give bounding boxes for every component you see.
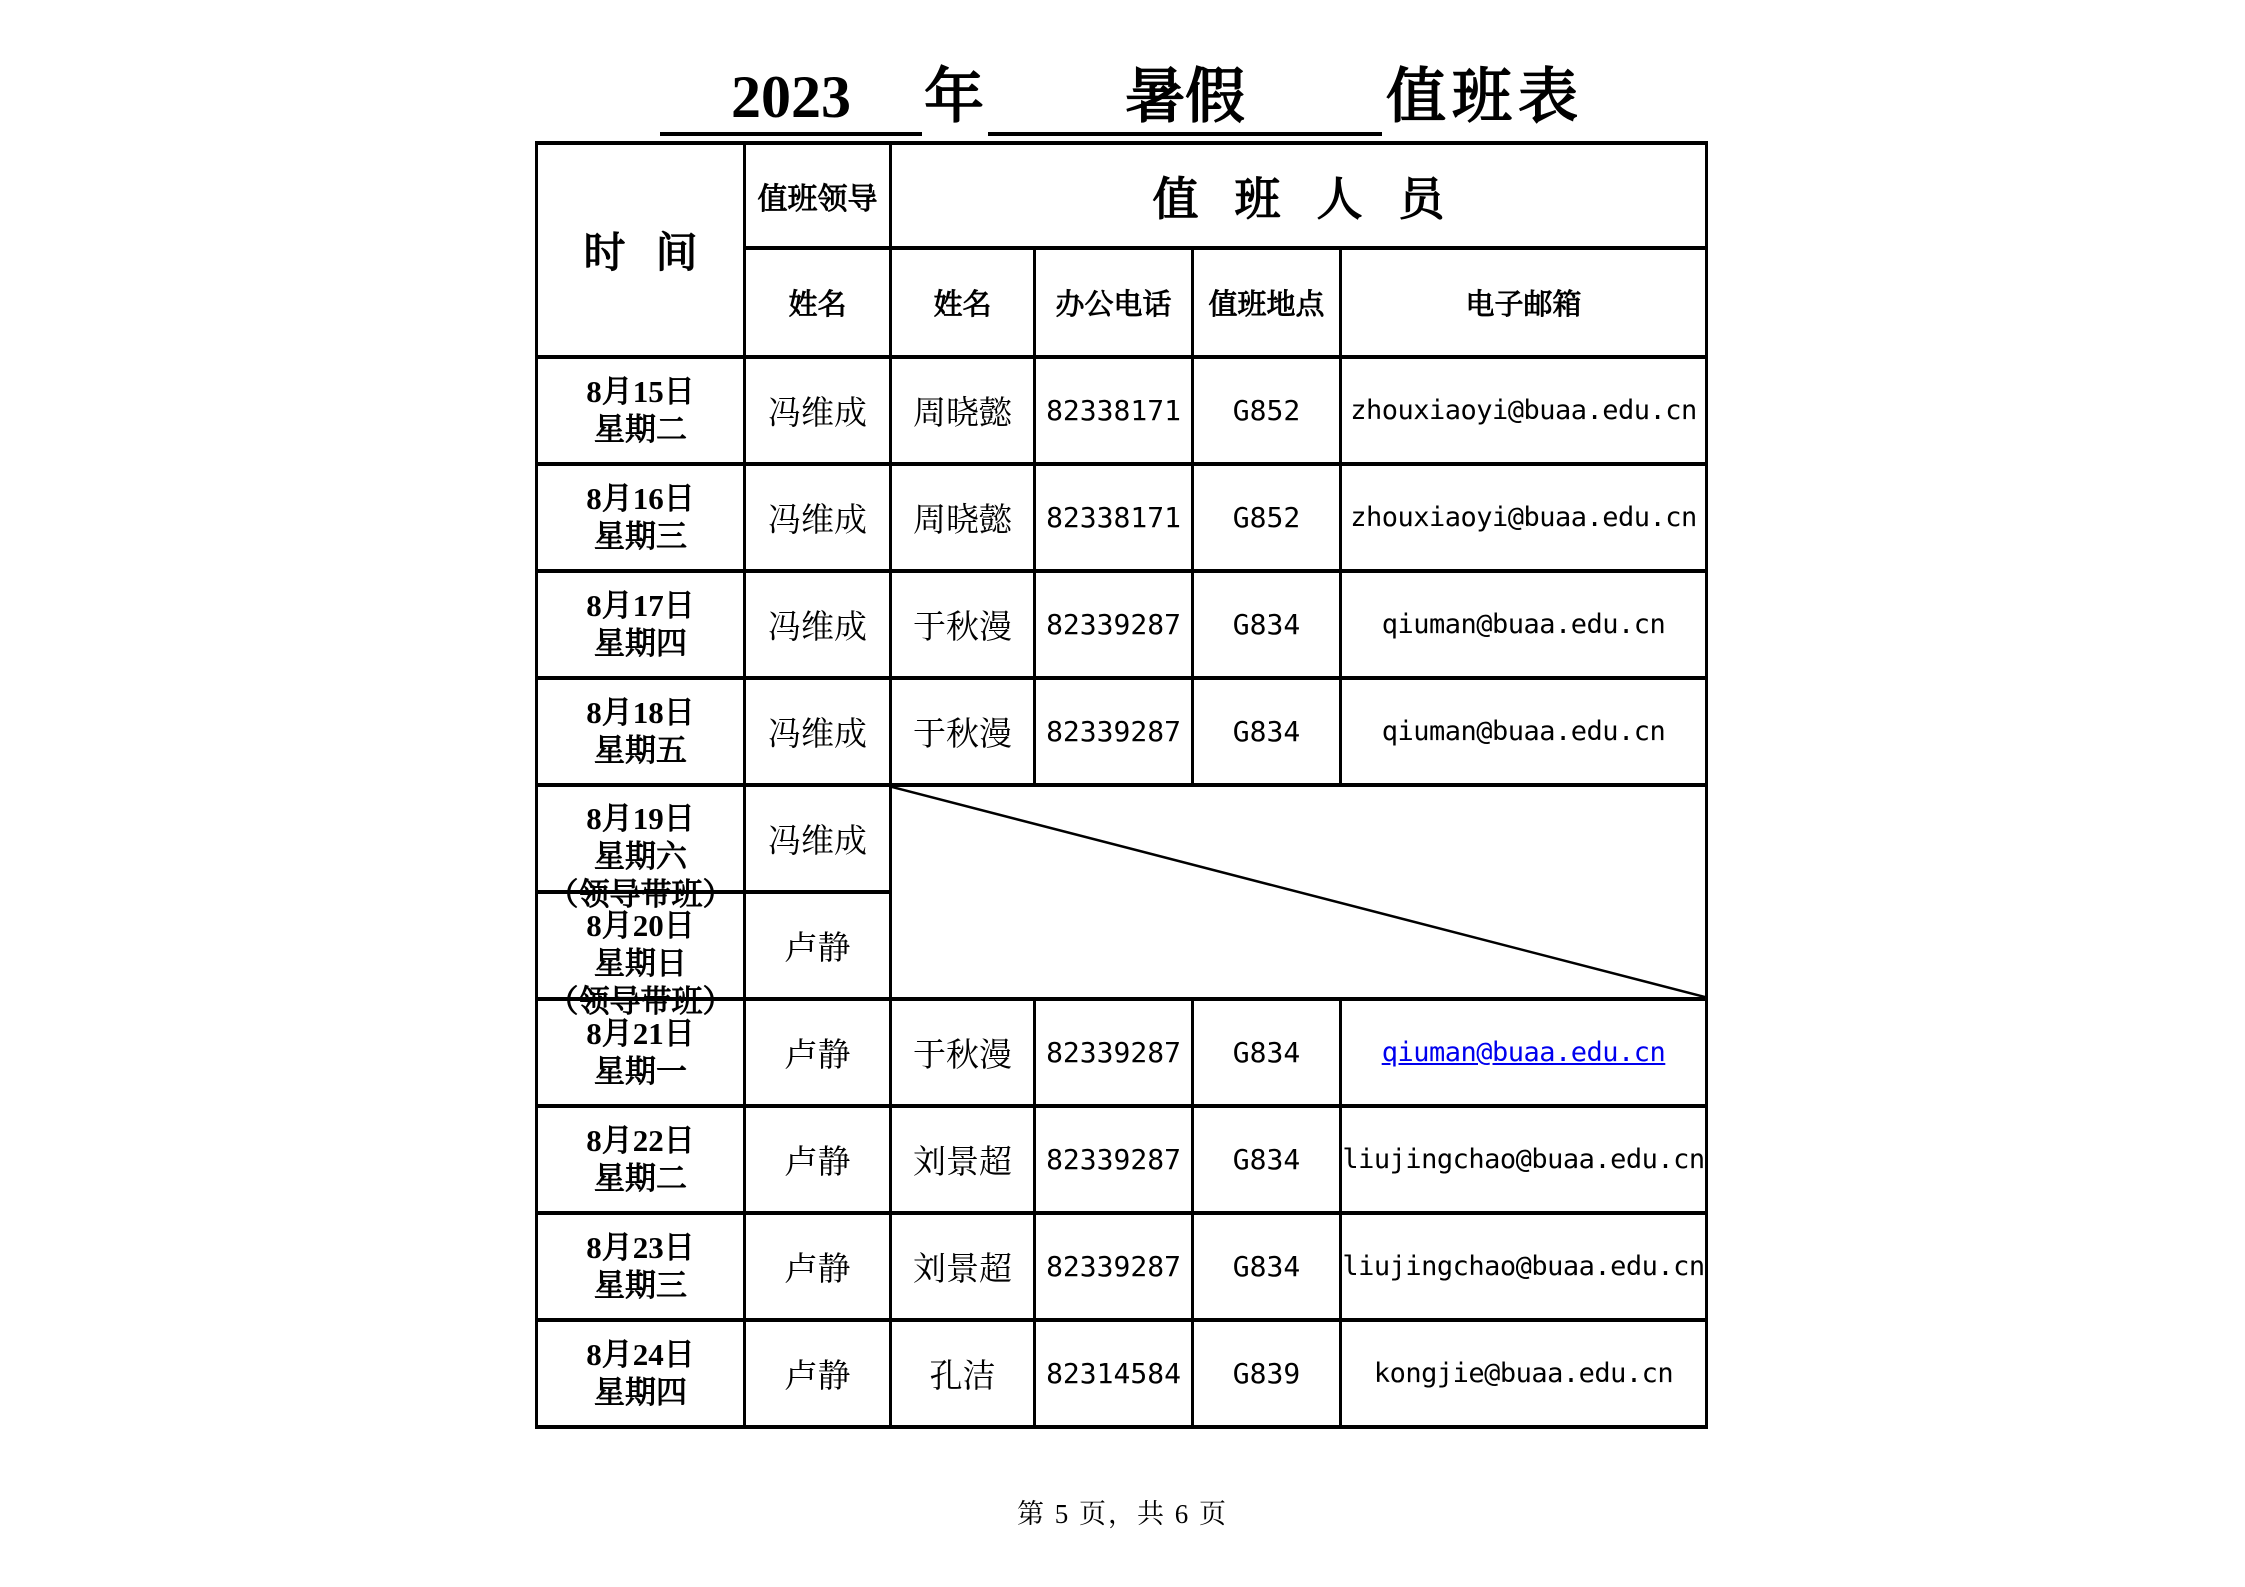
- header-row-1: [537, 143, 1707, 248]
- header-office-phone-cell: 办公电话: [1035, 248, 1193, 357]
- date-cell: [537, 1320, 745, 1427]
- diagonal-line: [892, 787, 1705, 997]
- leader-name-cell: 卢静: [745, 1213, 891, 1320]
- date-cell: [537, 357, 745, 464]
- table-row: [537, 1213, 1707, 1320]
- email-link[interactable]: qiuman@buaa.edu.cn: [1381, 1037, 1666, 1068]
- date-cell: [537, 464, 745, 571]
- email-cell: [1341, 999, 1707, 1106]
- leader-on-duty-note: （领导带班）: [547, 983, 734, 1019]
- weekday-line: 星期二: [594, 411, 687, 447]
- date-line: 8月24日: [586, 1336, 695, 1372]
- staff-name-cell: 于秋漫: [891, 999, 1035, 1106]
- email-cell: zhouxiaoyi@buaa.edu.cn: [1341, 357, 1707, 464]
- duty-location-cell: G852: [1193, 464, 1341, 571]
- leader-name-cell: 冯维成: [745, 571, 891, 678]
- date-cell: [537, 1213, 745, 1320]
- duty-location-cell: G839: [1193, 1320, 1341, 1427]
- leader-name-cell: 卢静: [745, 1106, 891, 1213]
- page-number-text: 第 5 页，共 6 页: [1017, 1499, 1228, 1529]
- email-cell: kongjie@buaa.edu.cn: [1341, 1320, 1707, 1427]
- email-cell: zhouxiaoyi@buaa.edu.cn: [1341, 464, 1707, 571]
- leader-name-cell: 冯维成: [745, 464, 891, 571]
- duty-roster-table: [535, 141, 1708, 1429]
- table-row: [537, 464, 1707, 571]
- staff-name-cell: 刘景超: [891, 1106, 1035, 1213]
- date-cell: [537, 1106, 745, 1213]
- weekday-line: 星期四: [594, 625, 687, 661]
- leader-name-cell: 冯维成: [745, 357, 891, 464]
- table-row: [537, 678, 1707, 785]
- date-line: 8月23日: [586, 1229, 695, 1265]
- leader-name-cell: 冯维成: [745, 678, 891, 785]
- office-phone-cell: 82339287: [1035, 1213, 1193, 1320]
- staff-name-cell: 孔洁: [891, 1320, 1035, 1427]
- leader-name-cell: 冯维成: [745, 785, 891, 892]
- table-row: [537, 1320, 1707, 1427]
- leader-name-cell: 卢静: [745, 892, 891, 999]
- office-phone-cell: 82339287: [1035, 678, 1193, 785]
- duty-location-cell: G834: [1193, 1106, 1341, 1213]
- duty-location-cell: G834: [1193, 999, 1341, 1106]
- office-phone-cell: 82339287: [1035, 571, 1193, 678]
- page-title: [660, 62, 1584, 136]
- table-row: [537, 357, 1707, 464]
- table-row: [537, 1106, 1707, 1213]
- weekday-line: 星期五: [594, 732, 687, 768]
- office-phone-cell: 82338171: [1035, 357, 1193, 464]
- title-period-underlined: 暑假: [988, 62, 1382, 136]
- weekday-line: 星期一: [594, 1053, 687, 1089]
- email-cell: liujingchao@buaa.edu.cn: [1341, 1106, 1707, 1213]
- date-cell: [537, 785, 745, 912]
- date-three-lines: [538, 800, 743, 912]
- date-line: 8月22日: [586, 1122, 695, 1158]
- date-cell: [537, 678, 745, 785]
- weekday-line: 星期四: [594, 1374, 687, 1410]
- date-three-lines: [538, 907, 743, 1019]
- date-line: 8月21日: [586, 1015, 695, 1051]
- staff-name-cell: 于秋漫: [891, 571, 1035, 678]
- staff-name-cell: 于秋漫: [891, 678, 1035, 785]
- date-line: 8月16日: [586, 480, 695, 516]
- email-cell: qiuman@buaa.edu.cn: [1341, 678, 1707, 785]
- email-cell: qiuman@buaa.edu.cn: [1341, 571, 1707, 678]
- duty-location-cell: G852: [1193, 357, 1341, 464]
- header-time-cell: 时间: [537, 143, 745, 357]
- staff-name-cell: 刘景超: [891, 1213, 1035, 1320]
- title-year-unit: 年: [924, 64, 984, 130]
- table-row: [537, 571, 1707, 678]
- weekday-line: 星期二: [594, 1160, 687, 1196]
- leader-on-duty-note: （领导带班）: [547, 876, 734, 912]
- leader-name-cell: 卢静: [745, 1320, 891, 1427]
- header-email-cell: 电子邮箱: [1341, 248, 1707, 357]
- weekday-line: 星期三: [594, 518, 687, 554]
- page-footer: [0, 1492, 2245, 1531]
- header-staff-name-cell: 姓名: [891, 248, 1035, 357]
- leader-name-cell: 卢静: [745, 999, 891, 1106]
- table-row: [537, 785, 1707, 892]
- office-phone-cell: 82338171: [1035, 464, 1193, 571]
- header-duty-staff-cell: 值班人员: [891, 143, 1707, 248]
- date-line: 8月19日: [586, 800, 695, 836]
- header-leader-name-cell: 姓名: [745, 248, 891, 357]
- office-phone-cell: 82339287: [1035, 999, 1193, 1106]
- staff-name-cell: 周晓懿: [891, 357, 1035, 464]
- weekday-line: 星期三: [594, 1267, 687, 1303]
- header-duty-location-cell: 值班地点: [1193, 248, 1341, 357]
- weekday-line: 星期六: [594, 838, 687, 874]
- date-line: 8月17日: [586, 587, 695, 623]
- office-phone-cell: 82339287: [1035, 1106, 1193, 1213]
- date-line: 8月15日: [586, 373, 695, 409]
- duty-location-cell: G834: [1193, 1213, 1341, 1320]
- date-line: 8月18日: [586, 694, 695, 730]
- date-line: 8月20日: [586, 907, 695, 943]
- duty-location-cell: G834: [1193, 571, 1341, 678]
- merged-empty-cell: [891, 785, 1707, 999]
- header-duty-leader-cell: 值班领导: [745, 143, 891, 248]
- office-phone-cell: 82314584: [1035, 1320, 1193, 1427]
- date-cell: [537, 571, 745, 678]
- staff-name-cell: 周晓懿: [891, 464, 1035, 571]
- title-suffix: 值班表: [1386, 64, 1584, 130]
- email-cell: liujingchao@buaa.edu.cn: [1341, 1213, 1707, 1320]
- duty-location-cell: G834: [1193, 678, 1341, 785]
- title-year-underlined: 2023: [660, 62, 922, 136]
- weekday-line: 星期日: [594, 945, 687, 981]
